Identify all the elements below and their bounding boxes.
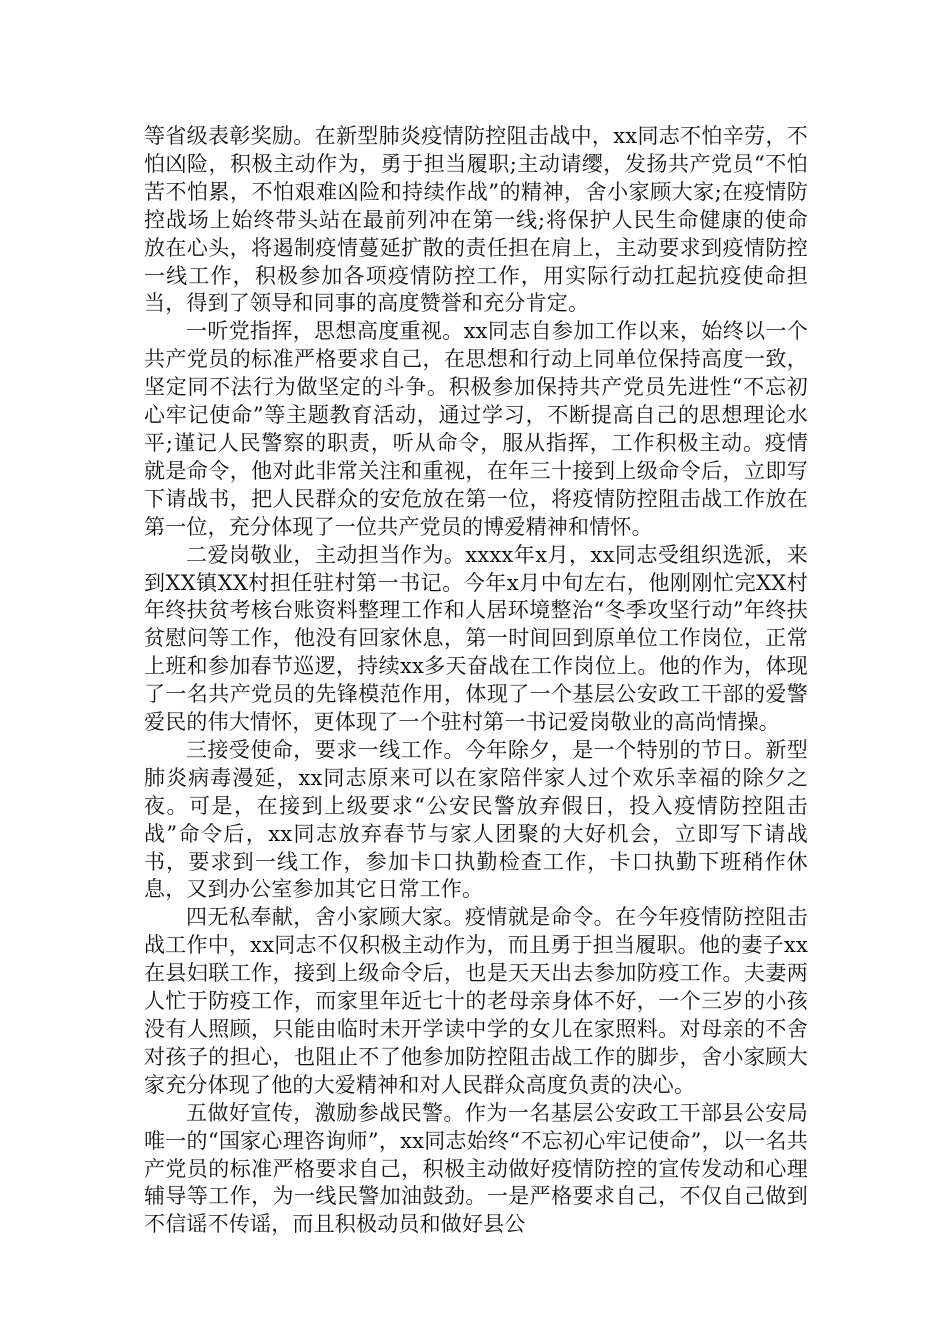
- document-page: [144, 123, 808, 1239]
- paragraph-section-five: 五做好宣传，激励参战民警。作为一名基层公安政工干部县公安局唯一的“国家心理咨询师”，xx同志始终“不忘初心牢记使命”，以一名共产党员的标准严格要求自己，积极主动做好疫情防控的宣传发动和心理辅导等工作，为一线民警加油鼓劲。一是严格要求自己，不仅自己做到不信谣不传谣，而且积极动员和做好县公: [144, 1100, 808, 1237]
- paragraph-section-two: 二爱岗敬业，主动担当作为。xxxx年x月，xx同志受组织选派，来到XX镇XX村担任驻村第一书记。今年x月中旬左右，他刚刚忙完XX村年终扶贫考核台账资料整理工作和人居环境整治“冬季攻坚行动”年终扶贫慰问等工作，他没有回家休息，第一时间回到原单位工作岗位，正常上班和参加春节巡逻，持续xx多天奋战在工作岗位上。他的作为，体现了一名共产党员的先锋模范作用，体现了一个基层公安政工干部的爱警爱民的伟大情怀，更体现了一个驻村第一书记爱岗敬业的高尚情操。: [144, 542, 808, 735]
- paragraph-section-four: 四无私奉献，舍小家顾大家。疫情就是命令。在今年疫情防控阻击战工作中，xx同志不仅积极主动作为，而且勇于担当履职。他的妻子xx在县妇联工作，接到上级命令后，也是天天出去参加防疫工作。夫妻两人忙于防疫工作，而家里年近七十的老母亲身体不好，一个三岁的小孩没有人照顾，只能由临时未开学读中学的女儿在家照料。对母亲的不舍对孩子的担心，也阻止不了他参加防控阻击战工作的脚步，舍小家顾大家充分体现了他的大爱精神和对人民群众高度负责的决心。: [144, 905, 808, 1097]
- paragraph-intro-continued: 等省级表彰奖励。在新型肺炎疫情防控阻击战中，xx同志不怕辛劳，不怕凶险，积极主动作为，勇于担当履职;主动请缨，发扬共产党员“不怕苦不怕累，不怕艰难凶险和持续作战”的精神，舍小家顾大家;在疫情防控战场上始终带头站在最前列冲在第一线;将保护人民生命健康的使命放在心头，将遏制疫情蔓延扩散的责任担在肩上，主动要求到疫情防控一线工作，积极参加各项疫情防控工作，用实际行动扛起抗疫使命担当，得到了领导和同事的高度赞誉和充分肯定。: [144, 124, 808, 316]
- paragraph-section-three: 三接受使命，要求一线工作。今年除夕，是一个特别的节日。新型肺炎病毒漫延，xx同志原来可以在家陪伴家人过个欢乐幸福的除夕之夜。可是，在接到上级要求“公安民警放弃假日，投入疫情防控阻击战”命令后，xx同志放弃春节与家人团聚的大好机会，立即写下请战书，要求到一线工作，参加卡口执勤检查工作，卡口执勤下班稍作休息，又到办公室参加其它日常工作。: [144, 737, 808, 902]
- paragraph-section-one: 一听党指挥，思想高度重视。xx同志自参加工作以来，始终以一个共产党员的标准严格要求自己，在思想和行动上同单位保持高度一致，坚定同不法行为做坚定的斗争。积极参加保持共产党员先进性“不忘初心牢记使命”等主题教育活动，通过学习，不断提高自己的思想理论水平;谨记人民警察的职责，听从命令，服从指挥，工作积极主动。疫情就是命令，他对此非常关注和重视，在年三十接到上级命令后，立即写下请战书，把人民群众的安危放在第一位，将疫情防控阻击战工作放在第一位，充分体现了一位共产党员的博爱精神和情怀。: [144, 319, 808, 539]
